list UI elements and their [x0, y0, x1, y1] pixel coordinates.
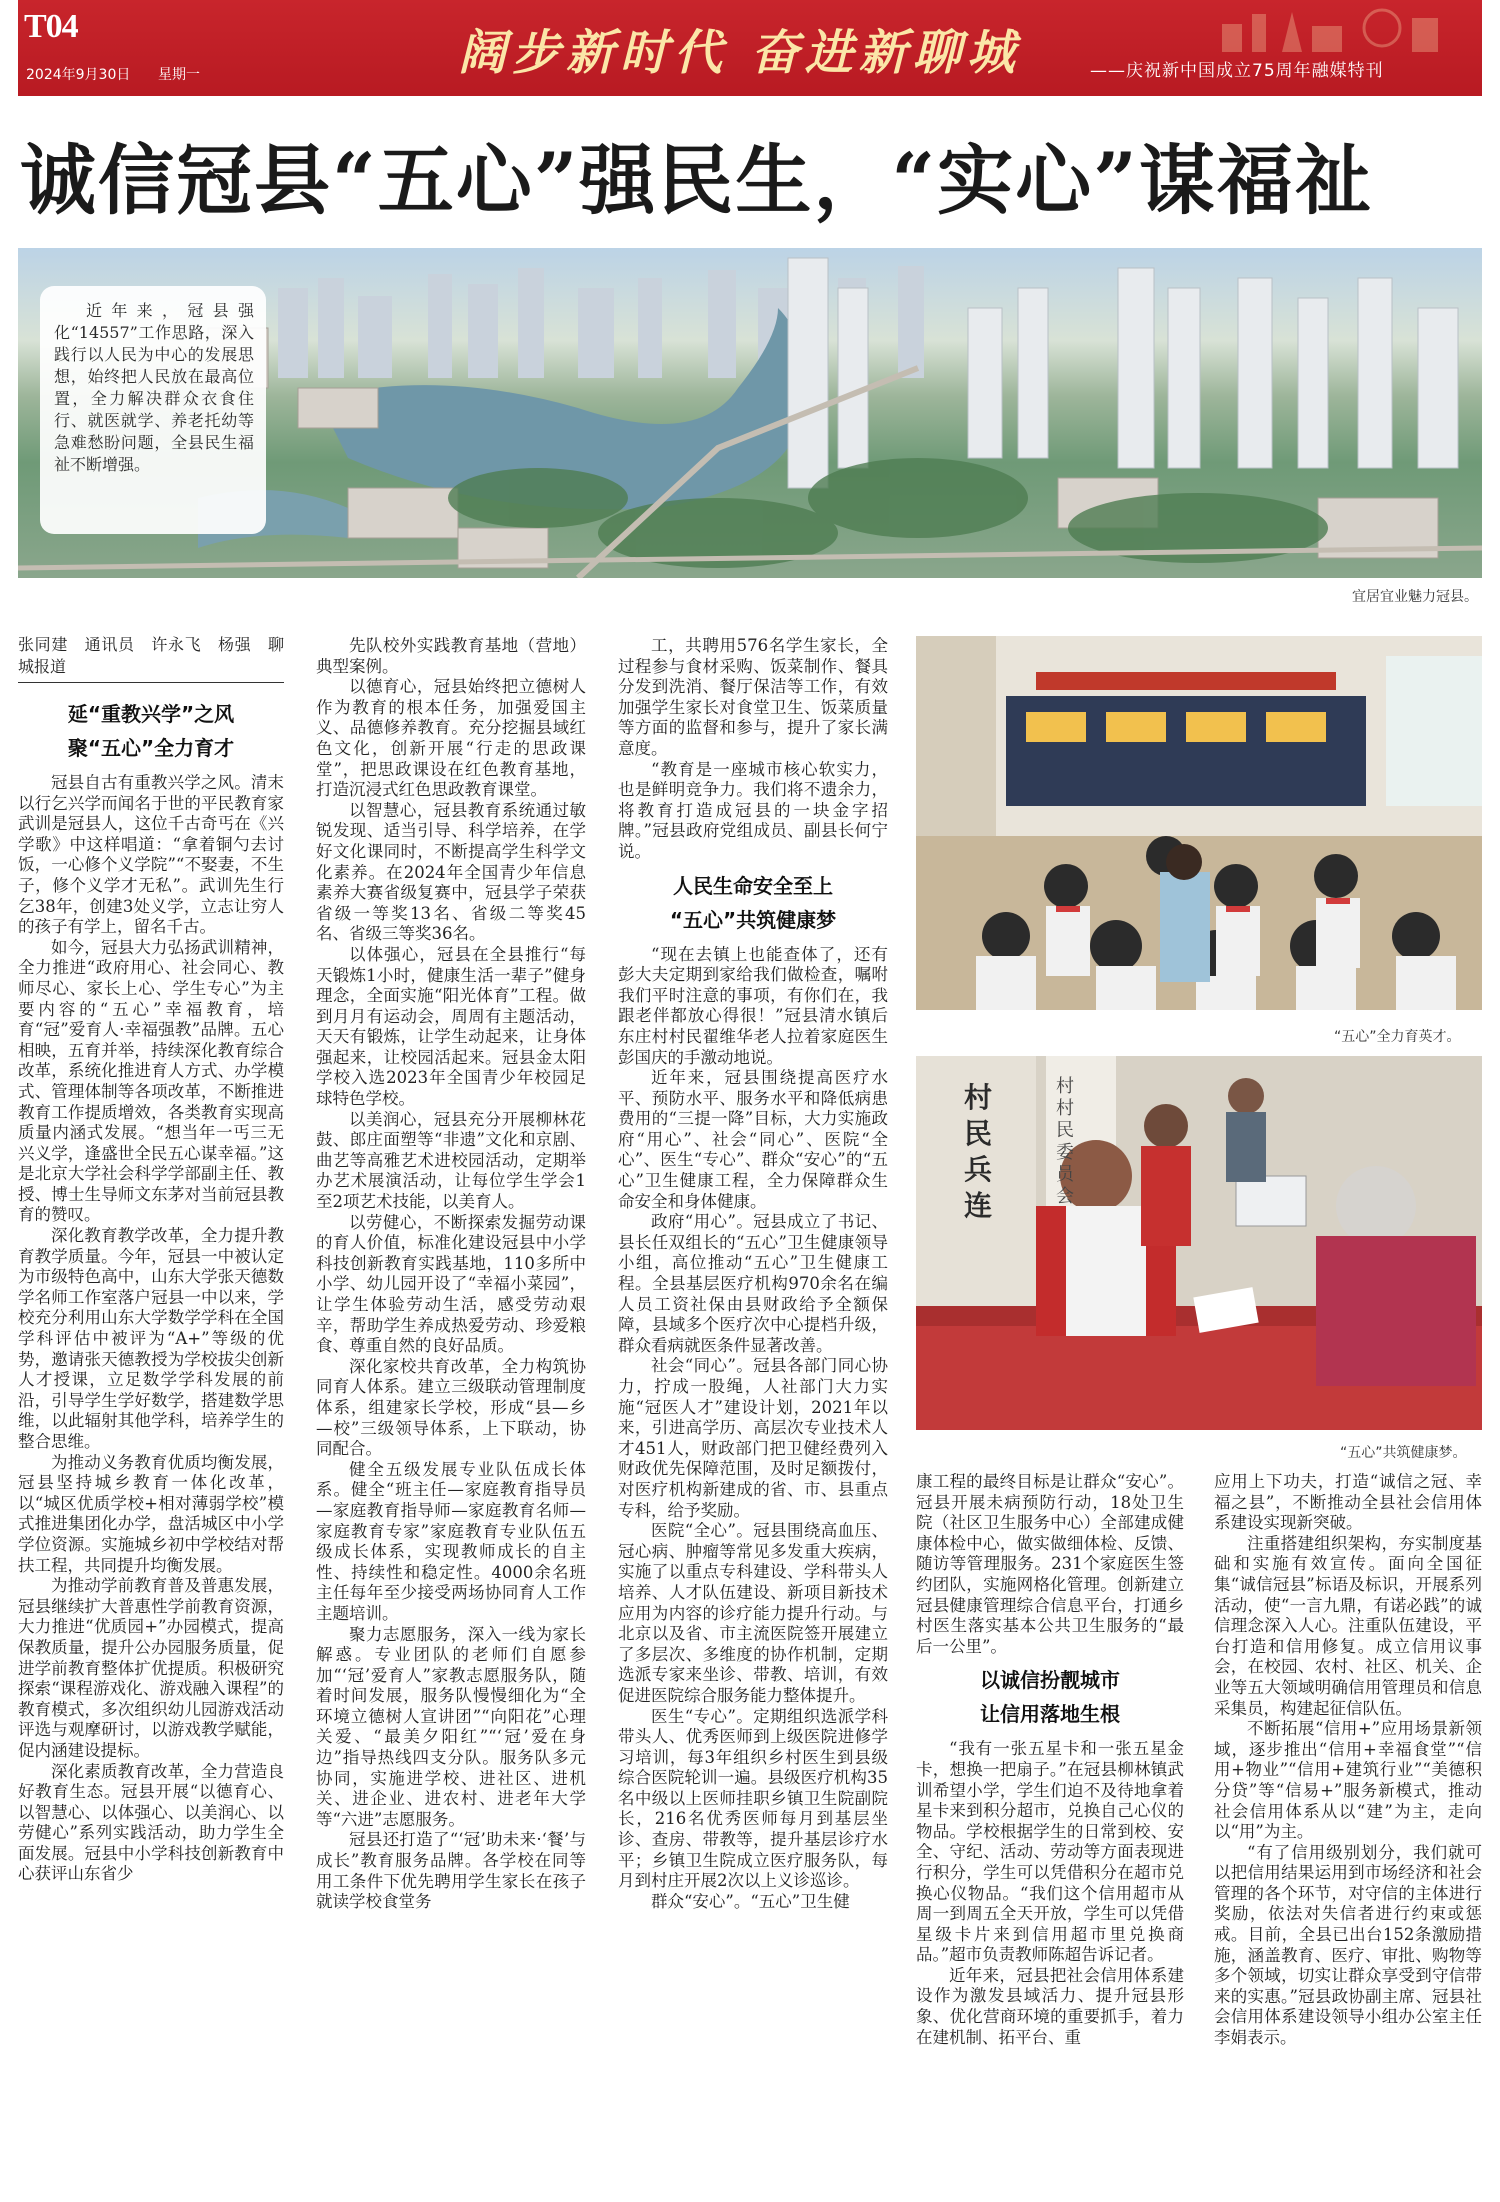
paragraph: “现在去镇上也能查体了，还有彭大夫定期到家给我们做检查，嘱咐我们平时注意的事项，有你们在，我跟老伴都放心得很！”冠县清水镇后东庄村村民翟维华老人拉着家庭医生彭国庆的手激动地说。: [618, 944, 888, 1067]
section-heading-health: [618, 869, 888, 937]
classroom-illustration: [916, 636, 1482, 1010]
byline: 张同建 通讯员 许永飞 杨强 聊城报道: [18, 634, 284, 683]
section-heading-line: 聚“五心”全力育才: [67, 736, 235, 760]
masthead-subtitle: ——庆祝新中国成立75周年融媒特刊: [1090, 61, 1384, 81]
hero-photo-caption: 宜居宜业魅力冠县。: [1352, 589, 1478, 605]
article-column-2: [316, 636, 586, 2194]
paragraph: 应用上下功夫，打造“诚信之冠、幸福之县”，不断推动全县社会信用体系建设实现新突破。: [1214, 1472, 1482, 1533]
paragraph: 深化教育教学改革，全力提升教育教学质量。今年，冠县一中被认定为市级特色高中，山东大学张天德数学名师工作室落户冠县一中以来，学校充分利用山东大学数学学科在全国学科评估中被评为“A+”等级的优势，邀请张天德教授为学校拔尖创新人才授课，立足数学学科发展的前沿，引导学生学好数学，搭建数学思维，以此辐射其他学科，培养学生的整合思维。: [18, 1226, 284, 1451]
paragraph: 以劳健心，不断探索发掘劳动课的育人价值，标准化建设冠县中小学科技创新教育实践基地，110多所中小学、幼儿园开设了“幸福小菜园”，让学生体验劳动生活，感受劳动艰辛，帮助学生养成热爱劳动、珍爱粮食、尊重自然的良好品质。: [316, 1212, 586, 1356]
paragraph: 聚力志愿服务，深入一线为家长解惑。专业团队的老师们自愿参加“‘冠’爱育人”家教志愿服务队，随着时间发展，服务队慢慢细化为“全环境立德树人宣讲团”“向阳花”心理关爱、“最美夕阳红”“‘冠’爱在身边”指导热线四支分队。服务队多元协同，实施进学校、进社区、进机关、进企业、进农村、进老年大学等“六进”志愿服务。: [316, 1624, 586, 1829]
paragraph: 康工程的最终目标是让群众“安心”。冠县开展未病预防行动，18处卫生院（社区卫生服务中心）全部建成健康体检中心，做实做细体检、反馈、随访等管理服务。231个家庭医生签约团队，实施网格化管理。创新建立冠县健康管理综合信息平台，打通乡村医生落实基本公共卫生服务的“最后一公里”。: [916, 1472, 1184, 1656]
paragraph: 冠县还打造了“‘冠’助未来·‘餐’与成长”教育服务品牌。各学校在同等用工条件下优先聘用学生家长在孩子就读学校食堂务: [316, 1830, 586, 1912]
masthead-slogan: 阔步新时代 奋进新聊城: [458, 25, 1021, 81]
paragraph: 医院“全心”。冠县围绕高血压、冠心病、肿瘤等常见多发重大疾病，实施了以重点专科建设、学科带头人培养、人才队伍建设、新项目新技术应用为内容的诊疗能力提升行动。与北京以及省、市主流医院签开展建立了多层次、多维度的协作机制，定期选派专家来坐诊、带教、培训，有效促进医院综合服务能力整体提升。: [618, 1521, 888, 1705]
article-column-4b: [1214, 1472, 1482, 2194]
section-heading-line: 人民生命安全至上: [673, 873, 833, 898]
section-heading-line: 延“重教兴学”之风: [67, 702, 235, 726]
paragraph: 以美润心，冠县充分开展柳林花鼓、郎庄面塑等“非遗”文化和京剧、曲艺等高雅艺术进校园活动，定期举办艺术展演活动，让每位学生学会1至2项艺术技能，以美育人。: [316, 1109, 586, 1212]
classroom-photo-caption: “五心”全力育英才。: [1334, 1029, 1461, 1045]
section-heading-education: [18, 697, 284, 765]
health-check-photo: [916, 1056, 1482, 1430]
paragraph: 政府“用心”。冠县成立了书记、县长任双组长的“五心”卫生健康领导小组，高位推动“五心”卫生健康工程。全县基层医疗机构970余名在编人员工资社保由县财政给予全额保障，县域多个医疗次中心提档升级，群众看病就医条件显著改善。: [618, 1212, 888, 1355]
wall-sign-committee: 村村民委员会: [1056, 1076, 1074, 1207]
paragraph: 群众“安心”。“五心”卫生健: [651, 1891, 850, 1911]
paragraph: “有了信用级别划分，我们就可以把信用结果运用到市场经济和社会管理的各个环节，对守信的主体进行奖励，依法对失信者进行约束或惩戒。目前，全县已出台152条激励措施，涵盖教育、医疗、审批、购物等多个领域，切实让群众享受到守信带来的实惠。”冠县政协副主席、冠县社会信用体系建设领导小组办公室主任李娟表示。: [1214, 1842, 1482, 2048]
health-check-photo-caption: “五心”共筑健康梦。: [1340, 1445, 1467, 1461]
paragraph: 近年来，冠县围绕提高医疗水平、预防水平、服务水平和降低病患费用的“三提一降”目标，大力实施政府“用心”、社会“同心”、医院“全心”、医生“专心”、群众“安心”的“五心”卫生健康工程，全力保障群众生命安全和身体健康。: [618, 1068, 888, 1211]
hero-cityscape-photo: [18, 248, 1482, 578]
paragraph: 医生“专心”。定期组织选派学科带头人、优秀医师到上级医院进修学习培训，每3年组织乡村医生到县级综合医院轮训一遍。县级医疗机构35名中级以上医师挂职乡镇卫生院副院长，216名优秀医师每月到基层坐诊、查房、带教等，提升基层诊疗水平；乡镇卫生院成立医疗服务队，每月到村庄开展2次以上义诊巡诊。: [618, 1706, 888, 1891]
paragraph: “教育是一座城市核心软实力，也是鲜明竞争力。我们将不遗余力，将教育打造成冠县的一块金字招牌。”冠县政府党组成员、副县长何宁说。: [618, 759, 888, 861]
paragraph: 近年来，冠县把社会信用体系建设作为激发县域活力、提升冠县形象、优化营商环境的重要抓手，着力在建机制、拓平台、重: [916, 1965, 1184, 2047]
paragraph: 以德育心，冠县始终把立德树人作为教育的根本任务，加强爱国主义、品德修养教育。充分挖掘县域红色文化，创新开展“行走的思政课堂”，把思政课设在红色教育基地，打造沉浸式红色思政教育课堂。: [316, 677, 586, 800]
publication-weekday: 星期一: [158, 67, 200, 83]
paragraph: 注重搭建组织架构，夯实制度基础和实施有效宣传。面向全国征集“诚信冠县”标语及标识，开展系列活动，使“一言九鼎，有诺必践”的诚信理念深入人心。注重队伍建设，平台打造和信用修复。成立信用议事会，在校园、农村、社区、机关、企业等五大领域明确信用管理员和信息采集员，构建起征信队伍。: [1214, 1533, 1482, 1718]
wall-sign-militia: 村民兵连: [964, 1081, 993, 1222]
paragraph: 工，共聘用576名学生家长，全过程参与食材采购、饭菜制作、餐具分发到洗消、餐厅保洁等工作，有效加强学生家长对食堂卫生、饭菜质量等方面的监督和参与，提升了家长满意度。: [618, 636, 888, 758]
paragraph: “我有一张五星卡和一张五星金卡，想换一把扇子。”在冠县柳林镇武训希望小学，学生们迫不及待地拿着星卡来到积分超市，兑换自己心仪的物品。学校根据学生的日常到校、安全、守纪、活动、劳动等方面表现进行积分，学生可以凭借积分在超市兑换心仪物品。“我们这个信用超市从周一到周五全天开放，学生可以凭借星级卡片来到信用超市里兑换商品。”超市负责教师陈超告诉记者。: [916, 1739, 1184, 1965]
skyline-decoration: [1212, 4, 1452, 52]
section-heading-line: 让信用落地生根: [980, 1702, 1120, 1727]
publication-date: 2024年9月30日: [26, 67, 131, 83]
paragraph: 以智慧心，冠县教育系统通过敏锐发现、适当引导、科学培养，在学好文化课同时，不断提高学生科学文化素养。在2024年全国青少年信息素养大赛省级复赛中，冠县学子荣获省级一等奖13名、省级二等奖45名、省级三等奖36名。: [316, 800, 586, 944]
masthead: [18, 0, 1482, 96]
paragraph: 以体强心，冠县在全县推行“每天锻炼1小时，健康生活一辈子”健身理念，全面实施“阳光体育”工程。做到月月有运动会，周周有主题活动，天天有锻炼，让学生动起来，让身体强起来，让校园活起来。冠县金太阳学校入选2023年全国青少年校园足球特色学校。: [316, 944, 586, 1109]
paragraph: 为推动义务教育优质均衡发展，冠县坚持城乡教育一体化改革，以“城区优质学校+相对薄弱学校”模式推进集团化办学，盘活城区中小学学位资源。实施城乡初中学校结对帮扶工程，共同提升均衡发展。: [18, 1452, 284, 1575]
paragraph: 深化素质教育改革，全力营造良好教育生态。冠县开展“以德育心、以智慧心、以体强心、以美润心、以劳健心”系列实践活动，助力学生全面发展。冠县中小学科技创新教育中心获评山东省少: [18, 1761, 284, 1884]
article-column-1: [18, 634, 284, 2194]
article-column-3: [618, 636, 888, 2194]
paragraph: 不断拓展“信用+”应用场景新领域，逐步推出“信用+幸福食堂”“信用+物业”“信用+建筑行业”“美德积分贷”等“信易+”服务新模式，推动社会信用体系从以“建”为主，走向以“用”为主。: [1214, 1719, 1482, 1842]
classroom-photo: [916, 636, 1482, 1010]
section-heading-line: “五心”共筑健康梦: [669, 907, 837, 932]
page-headline: 诚信冠县“五心”强民生，“实心”谋福祉: [20, 136, 1373, 225]
paragraph: 为推动学前教育普及普惠发展，冠县继续扩大普惠性学前教育资源，大力推进“优质园+”办园模式，提高保教质量，提升公办园服务质量，促进学前教育整体扩优提质。积极研究探索“课程游戏化、游戏融入课程”的教育模式，多次组织幼儿园游戏活动评选与观摩研讨，以游戏教学赋能，促内涵建设提标。: [18, 1576, 284, 1760]
paragraph: 社会“同心”。冠县各部门同心协力，拧成一股绳，人社部门大力实施“冠医人才”建设计划，2021年以来，引进高学历、高层次专业技术人才451人，财政部门把卫健经费列入财政优先保障范围，及时足额拨付，对医疗机构新建成的省、市、县重点专科，给予奖励。: [618, 1356, 888, 1520]
paragraph: 先队校外实践教育基地（营地）典型案例。: [316, 636, 586, 676]
paragraph: 如今，冠县大力弘扬武训精神，全力推进“政府用心、社会同心、教师尽心、家长上心、学生专心”为主要内容的“五心”幸福教育，培育“冠”爱育人·幸福强教”品牌。五心相映，五育并举，持续深化教育综合改革，系统化推进育人方式、办学模式、管理体制等各项改革，不断推进教育工作提质增效，各类教育实现高质量内涵式发展。“想当年一丐三无兴义学，逢盛世全民五心谋幸福。”这是北京大学社会科学学部副主任、教授、博士生导师文东茅对当前冠县教育的赞叹。: [18, 937, 284, 1225]
paragraph: 健全五级发展专业队伍成长体系。健全“班主任—家庭教育指导员—家庭教育指导师—家庭教育名师—家庭教育专家”家庭教育专业队伍五级成长体系，实现教师成长的自主性、持续性和稳定性。4000余名班主任每年至少接受两场协同育人工作主题培训。: [316, 1459, 586, 1623]
section-heading-credit: [916, 1663, 1184, 1731]
paragraph: 深化家校共育改革，全力构筑协同育人体系。建立三级联动管理制度体系，组建家长学校，形成“县—乡—校”三级领导体系，上下联动，协同配合。: [316, 1356, 586, 1459]
article-column-4a: [916, 1472, 1184, 2194]
paragraph: 冠县自古有重教兴学之风。清末以行乞兴学而闻名于世的平民教育家武训是冠县人，这位千古奇丐在《兴学歌》中这样唱道：“拿着铜勺去讨饭，一心修个义学院”“不娶妻，不生子，修个义学才无私”。武训先生行乞38年，创建3处义学，立志让穷人的孩子有学上，留名千古。: [18, 773, 284, 937]
section-heading-line: 以诚信扮靓城市: [980, 1668, 1120, 1693]
intro-text-box: 近年来，冠县强化“14557”工作思路，深入践行以人民为中心的发展思想，始终把人民放在最高位置，全力解决群众衣食住行、就医就学、养老托幼等急难愁盼问题，全县民生福祉不断增强。: [40, 286, 266, 534]
page-number: T04: [24, 8, 78, 45]
